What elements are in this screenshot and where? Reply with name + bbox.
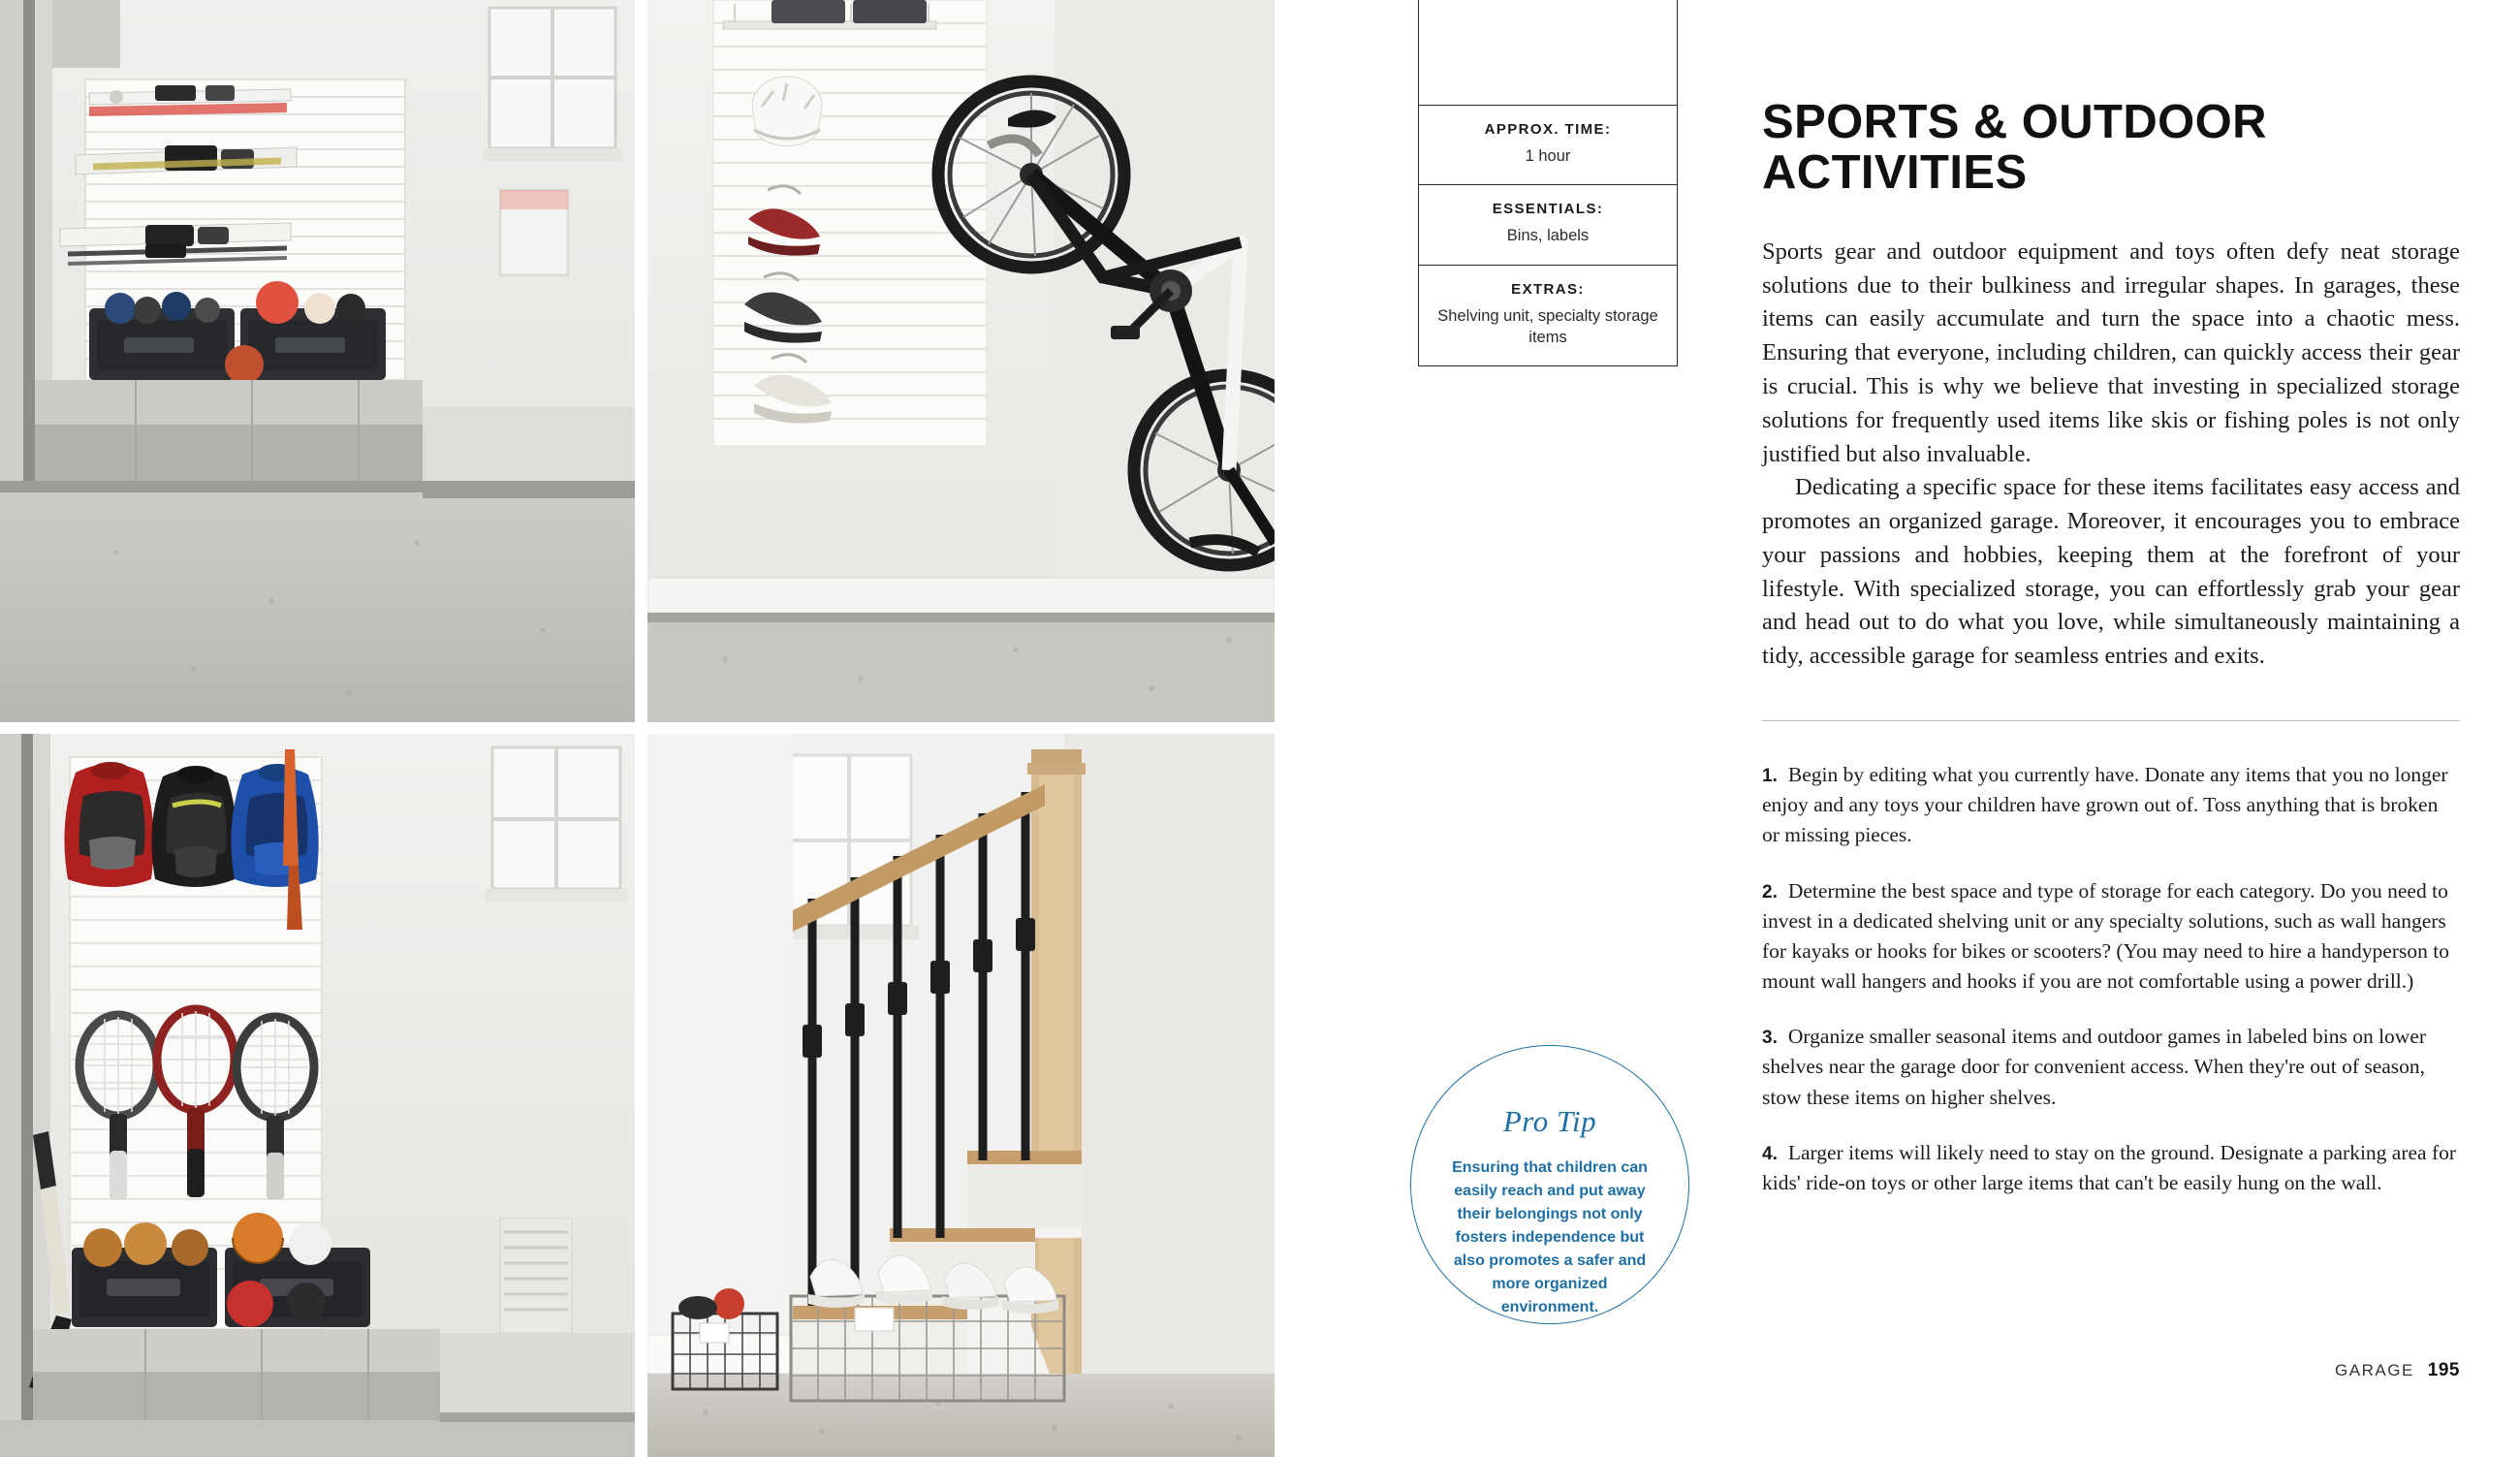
step-item-2 [1762, 876, 2460, 998]
step-number-3: 3. [1762, 1028, 1778, 1049]
extras-value: Shelving unit, specialty storage items [1437, 306, 1658, 346]
intro-paragraph-1: Sports gear and outdoor equipment and toys often defy neat storage solutions due to their bulkiness and irregular shapes. In garages, these items can easily accumulate and turn the space into a chaotic mess. Ensuring that everyone, including children, can quickly access their gear is crucial. This is why we believe that investing in specialized storage solutions for frequently used items like skis or fishing poles is not only justified but also invaluable. [1762, 238, 2460, 467]
pro-tip-callout [1410, 1045, 1689, 1324]
info-row-extras [1419, 266, 1677, 366]
step-item-3 [1762, 1022, 2460, 1113]
intro-paragraph-2: Dedicating a specific space for these items facilitates easy access and promotes an organized garage. Moreover, it encourages you to embrace your passions and hobbies, keeping them at the forefront of your lifestyle. With specialized storage, you can effortlessly grab your gear and head out to do what you love, while simultaneously maintaining a tidy, accessible garage for seamless entries and exits. [1762, 474, 2460, 670]
info-box-blank-row [1419, 0, 1677, 106]
garage-bike-hanging-wall-photo [647, 0, 1275, 722]
approx-time-value: 1 hour [1525, 147, 1571, 165]
garage-stairs-wire-baskets-photo [647, 734, 1275, 1457]
bike-wall-illustration [647, 0, 1275, 722]
info-row-essentials [1419, 185, 1677, 265]
pro-tip-body: Ensuring that children can easily reach and put away their belongings not only fosters independence but also promotes a safer and more organized environment. [1452, 1159, 1648, 1315]
step-text-2: Determine the best space and type of storage for each category. Do you need to invest in a dedicated shelving unit or any specialty solutions, such as wall hangers for kayaks or hooks for bikes or scooters? (You may need to hire a handyperson to mount wall hangers and hooks if you are not comfortable using a power drill.) [1762, 878, 2449, 994]
extras-label: EXTRAS: [1511, 280, 1585, 298]
step-item-4 [1762, 1138, 2460, 1198]
step-item-1 [1762, 760, 2460, 851]
step-text-3: Organize smaller seasonal items and outdoor games in labeled bins on lower shelves near the garage door for convenient access. When they're out of season, stow these items on higher shelves. [1762, 1025, 2427, 1109]
page-number: 195 [2427, 1360, 2460, 1380]
garage-ski-storage-wall-photo [0, 0, 635, 722]
essentials-label: ESSENTIALS: [1492, 201, 1604, 218]
ski-wall-illustration [0, 0, 635, 722]
approx-time-label: APPROX. TIME: [1484, 121, 1612, 138]
page-footer [2335, 1360, 2460, 1381]
step-number-2: 2. [1762, 881, 1778, 903]
project-info-box [1418, 0, 1678, 366]
pro-tip-title: Pro Tip [1502, 1104, 1597, 1138]
section-divider [1762, 720, 2460, 721]
stairs-baskets-illustration [647, 734, 1275, 1457]
step-number-1: 1. [1762, 766, 1778, 786]
essentials-value: Bins, labels [1506, 227, 1590, 245]
step-text-4: Larger items will likely need to stay on the ground. Designate a parking area for kids' ride-on toys or other large items that can't be easily hung on the wall. [1762, 1140, 2457, 1194]
step-text-1: Begin by editing what you currently have. Donate any items that you no longer enjoy and any toys your children have grown out of. Toss anything that is broken or missing pieces. [1762, 763, 2448, 847]
step-number-4: 4. [1762, 1143, 1778, 1164]
garage-sports-equipment-wall-photo [0, 734, 635, 1457]
footer-chapter-label: GARAGE [2335, 1361, 2414, 1379]
article-column [1762, 97, 2460, 1198]
page-title: SPORTS & OUTDOOR ACTIVITIES [1762, 96, 2267, 200]
info-row-approx-time [1419, 106, 1677, 185]
sports-wall-illustration [0, 734, 635, 1457]
